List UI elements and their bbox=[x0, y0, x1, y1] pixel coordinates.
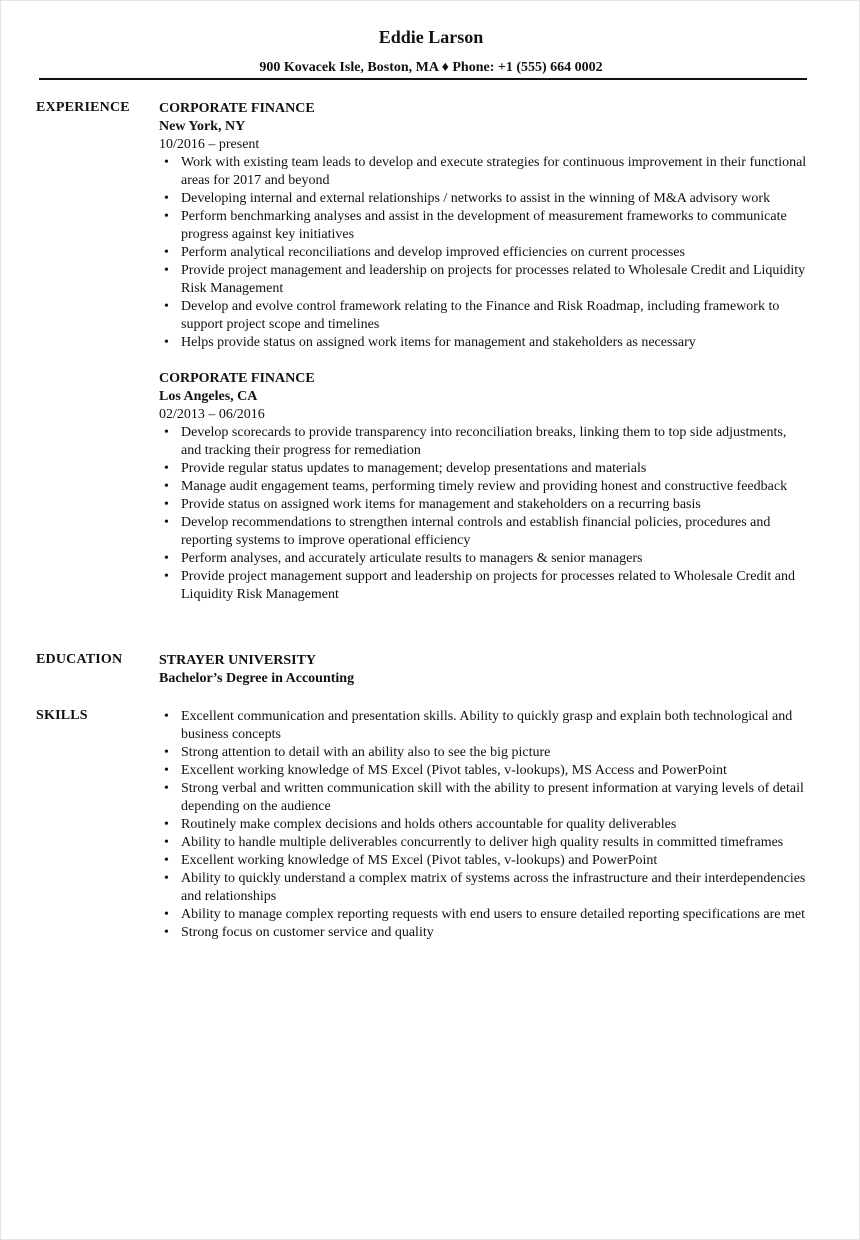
bullet-icon: • bbox=[164, 551, 169, 566]
job-bullet bbox=[159, 568, 809, 604]
bullet-icon: • bbox=[164, 191, 169, 206]
bullet-icon: • bbox=[164, 479, 169, 494]
bullet-text: Helps provide status on assigned work items for management and stakeholders as necessary bbox=[181, 335, 696, 350]
skill-text: Excellent working knowledge of MS Excel (Pivot tables, v-lookups) and PowerPoint bbox=[181, 853, 658, 868]
section-label-experience: EXPERIENCE bbox=[36, 100, 130, 115]
skill-text: Ability to manage complex reporting requests with end users to ensure detailed reporting specifications are met bbox=[181, 907, 805, 922]
job-bullet bbox=[159, 496, 809, 514]
job-entry bbox=[159, 370, 809, 604]
skill-text: Excellent communication and presentation skills. Ability to quickly grasp and explain both technological and business concepts bbox=[181, 709, 793, 742]
bullet-icon: • bbox=[164, 209, 169, 224]
job-bullet-list bbox=[159, 154, 809, 352]
job-bullet bbox=[159, 460, 809, 478]
bullet-icon: • bbox=[164, 263, 169, 278]
candidate-name: Eddie Larson bbox=[378, 27, 484, 47]
education-body bbox=[159, 652, 809, 688]
bullet-text: Work with existing team leads to develop and execute strategies for continuous improvement in their functional areas for 2017 and beyond bbox=[181, 155, 807, 188]
job-bullet-list bbox=[159, 424, 809, 604]
skill-item bbox=[159, 906, 809, 924]
skill-item bbox=[159, 762, 809, 780]
job-dates: 10/2016 – present bbox=[159, 137, 260, 152]
skill-item bbox=[159, 924, 809, 942]
job-bullet bbox=[159, 154, 809, 190]
job-entry bbox=[159, 100, 809, 352]
bullet-text: Develop scorecards to provide transparency into reconciliation breaks, linking them to top side adjustments, and tracking their progress for remediation bbox=[181, 425, 787, 458]
bullet-icon: • bbox=[164, 569, 169, 584]
job-bullet bbox=[159, 514, 809, 550]
bullet-text: Provide project management and leadership on projects for processes related to Wholesale Credit and Liquidity Risk Management bbox=[181, 263, 806, 296]
skill-item bbox=[159, 852, 809, 870]
bullet-icon: • bbox=[164, 907, 169, 922]
job-bullet bbox=[159, 244, 809, 262]
bullet-icon: • bbox=[164, 871, 169, 886]
skills-body bbox=[159, 708, 809, 942]
bullet-text: Develop and evolve control framework relating to the Finance and Risk Roadmap, including framework to support project scope and timelines bbox=[181, 299, 780, 332]
bullet-text: Perform analyses, and accurately articulate results to managers & senior managers bbox=[181, 551, 643, 566]
bullet-icon: • bbox=[164, 763, 169, 778]
skills-list bbox=[159, 708, 809, 942]
skill-item bbox=[159, 744, 809, 762]
bullet-icon: • bbox=[164, 745, 169, 760]
skill-text: Excellent working knowledge of MS Excel (Pivot tables, v-lookups), MS Access and PowerPoint bbox=[181, 763, 727, 778]
job-dates: 02/2013 – 06/2016 bbox=[159, 407, 265, 422]
bullet-icon: • bbox=[164, 497, 169, 512]
section-label-skills: SKILLS bbox=[36, 708, 88, 723]
bullet-icon: • bbox=[164, 461, 169, 476]
job-bullet bbox=[159, 550, 809, 568]
skill-text: Routinely make complex decisions and holds others accountable for quality deliverables bbox=[181, 817, 677, 832]
job-bullet bbox=[159, 190, 809, 208]
job-bullet bbox=[159, 262, 809, 298]
bullet-text: Provide project management support and leadership on projects for processes related to Wholesale Credit and Liquidity Risk Management bbox=[181, 569, 795, 602]
job-title: CORPORATE FINANCE bbox=[159, 371, 315, 386]
skill-text: Strong verbal and written communication skill with the ability to present information at varying levels of detail depending on the audience bbox=[181, 781, 804, 814]
job-bullet bbox=[159, 208, 809, 244]
bullet-icon: • bbox=[164, 925, 169, 940]
skill-item bbox=[159, 708, 809, 744]
bullet-icon: • bbox=[164, 853, 169, 868]
bullet-icon: • bbox=[164, 155, 169, 170]
bullet-icon: • bbox=[164, 709, 169, 724]
bullet-icon: • bbox=[164, 299, 169, 314]
bullet-icon: • bbox=[164, 425, 169, 440]
bullet-icon: • bbox=[164, 245, 169, 260]
job-location: New York, NY bbox=[159, 119, 246, 134]
job-bullet bbox=[159, 424, 809, 460]
skill-item bbox=[159, 816, 809, 834]
bullet-text: Perform analytical reconciliations and develop improved efficiencies on current processes bbox=[181, 245, 685, 260]
job-location: Los Angeles, CA bbox=[159, 389, 258, 404]
job-bullet bbox=[159, 298, 809, 334]
bullet-text: Develop recommendations to strengthen internal controls and establish financial policies, procedures and reporting systems to improve operational efficiency bbox=[181, 515, 771, 548]
bullet-text: Provide status on assigned work items for management and stakeholders on a recurring basis bbox=[181, 497, 701, 512]
header-divider bbox=[39, 78, 807, 80]
experience-body bbox=[159, 100, 809, 622]
job-title: CORPORATE FINANCE bbox=[159, 101, 315, 116]
section-label-education: EDUCATION bbox=[36, 652, 123, 667]
job-bullet bbox=[159, 478, 809, 496]
bullet-icon: • bbox=[164, 515, 169, 530]
skill-item bbox=[159, 780, 809, 816]
skill-item bbox=[159, 834, 809, 852]
skill-text: Ability to quickly understand a complex matrix of systems across the infrastructure and their interdependencies and relationships bbox=[181, 871, 806, 904]
bullet-text: Provide regular status updates to management; develop presentations and materials bbox=[181, 461, 647, 476]
bullet-icon: • bbox=[164, 835, 169, 850]
bullet-text: Developing internal and external relationships / networks to assist in the winning of M&A advisory work bbox=[181, 191, 771, 206]
skill-item bbox=[159, 870, 809, 906]
skill-text: Strong focus on customer service and quality bbox=[181, 925, 434, 940]
skill-text: Strong attention to detail with an ability also to see the big picture bbox=[181, 745, 551, 760]
bullet-icon: • bbox=[164, 817, 169, 832]
school-name: STRAYER UNIVERSITY bbox=[159, 653, 317, 668]
job-bullet bbox=[159, 334, 809, 352]
bullet-text: Manage audit engagement teams, performing timely review and providing honest and constructive feedback bbox=[181, 479, 788, 494]
skill-text: Ability to handle multiple deliverables concurrently to deliver high quality results in committed timeframes bbox=[181, 835, 784, 850]
contact-line: 900 Kovacek Isle, Boston, MA ♦ Phone: +1 (555) 664 0002 bbox=[259, 60, 603, 75]
bullet-icon: • bbox=[164, 335, 169, 350]
bullet-icon: • bbox=[164, 781, 169, 796]
degree-name: Bachelor’s Degree in Accounting bbox=[159, 671, 355, 686]
bullet-text: Perform benchmarking analyses and assist in the development of measurement frameworks to communicate progress against key initiatives bbox=[181, 209, 787, 242]
